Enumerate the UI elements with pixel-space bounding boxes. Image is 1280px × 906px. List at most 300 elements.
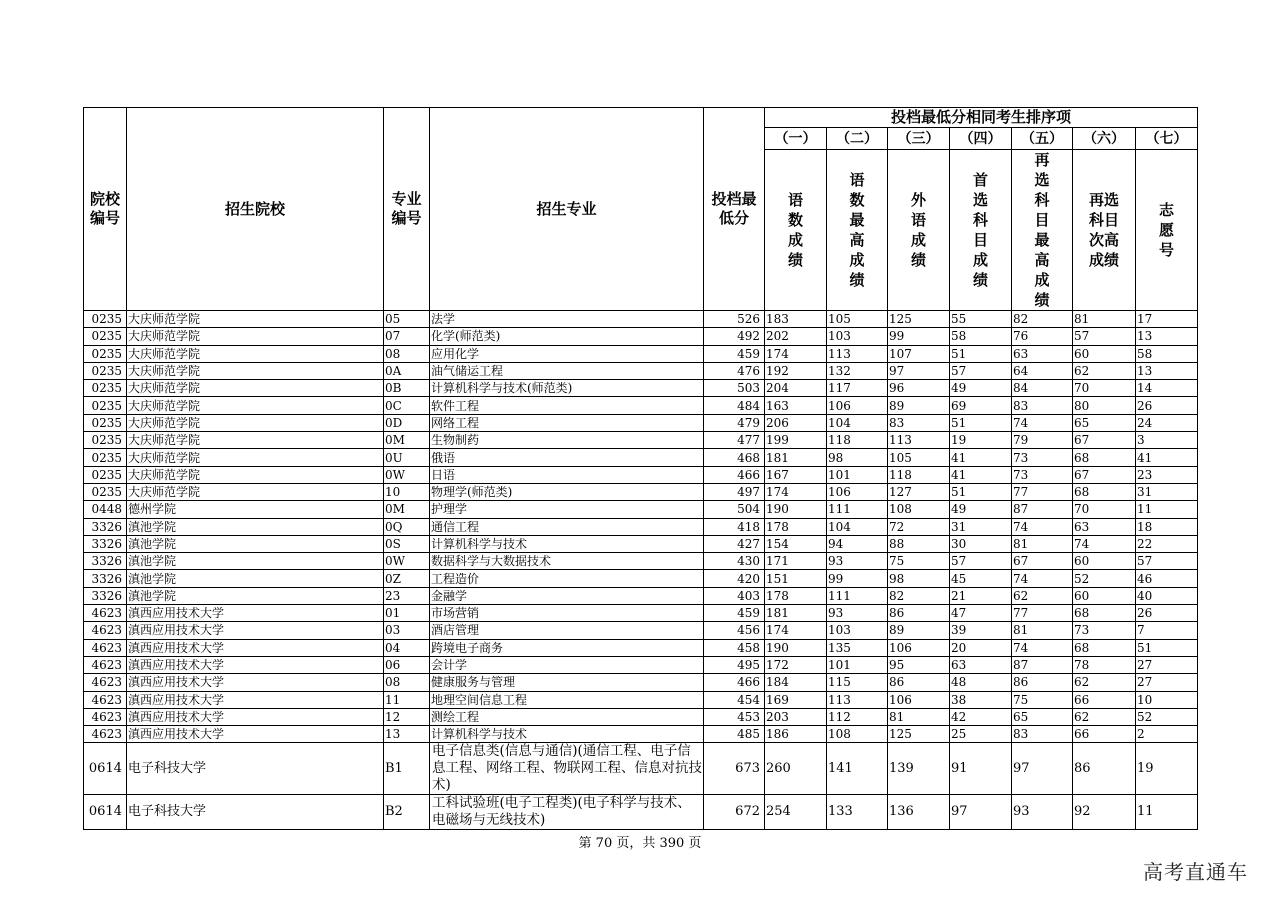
score-1-cell: 169 [765,691,827,708]
score-1-cell: 167 [765,466,827,483]
score-1-cell: 260 [765,743,827,795]
major-name-cell: 软件工程 [430,397,704,414]
score-2-cell: 118 [827,432,888,449]
score-4-cell: 48 [950,674,1012,691]
header-tiebreak-num-1: （一） [765,128,827,150]
school-name-cell: 滇西应用技术大学 [127,639,384,656]
min-score-cell: 492 [704,328,765,345]
major-name-cell: 物理学(师范类) [430,483,704,500]
table-row [84,605,1198,622]
min-score-cell: 453 [704,708,765,725]
header-tiebreak-label-4: 首选科目成绩 [950,150,1012,311]
table-row [84,345,1198,362]
score-2-cell: 93 [827,605,888,622]
score-4-cell: 97 [950,795,1012,830]
score-5-cell: 73 [1012,449,1073,466]
score-5-cell: 87 [1012,656,1073,673]
major-code-cell: 04 [384,639,430,656]
score-6-cell: 86 [1073,743,1136,795]
min-score-cell: 418 [704,518,765,535]
score-3-cell: 106 [888,639,950,656]
school-name-cell: 大庆师范学院 [127,362,384,379]
score-2-cell: 133 [827,795,888,830]
score-3-cell: 136 [888,795,950,830]
major-code-cell: 06 [384,656,430,673]
score-5-cell: 76 [1012,328,1073,345]
score-2-cell: 112 [827,708,888,725]
score-1-cell: 181 [765,449,827,466]
school-code-cell: 0235 [84,328,127,345]
score-1-cell: 172 [765,656,827,673]
score-4-cell: 91 [950,743,1012,795]
score-2-cell: 103 [827,622,888,639]
school-code-cell: 4623 [84,674,127,691]
major-name-cell: 计算机科学与技术(师范类) [430,380,704,397]
score-2-cell: 115 [827,674,888,691]
table-row [84,708,1198,725]
score-4-cell: 55 [950,311,1012,328]
school-name-cell: 滇西应用技术大学 [127,708,384,725]
major-code-cell: 0Q [384,518,430,535]
score-1-cell: 206 [765,414,827,431]
score-7-cell: 17 [1136,311,1198,328]
score-3-cell: 98 [888,570,950,587]
score-7-cell: 27 [1136,674,1198,691]
school-code-cell: 0235 [84,432,127,449]
score-2-cell: 113 [827,345,888,362]
score-1-cell: 183 [765,311,827,328]
score-4-cell: 49 [950,380,1012,397]
score-1-cell: 204 [765,380,827,397]
school-code-cell: 4623 [84,726,127,743]
score-2-cell: 101 [827,656,888,673]
score-3-cell: 89 [888,622,950,639]
score-7-cell: 41 [1136,449,1198,466]
score-3-cell: 75 [888,553,950,570]
table-row [84,726,1198,743]
school-name-cell: 滇池学院 [127,570,384,587]
school-code-cell: 0614 [84,743,127,795]
major-code-cell: 0C [384,397,430,414]
score-6-cell: 63 [1073,518,1136,535]
table-row [84,432,1198,449]
min-score-cell: 420 [704,570,765,587]
min-score-cell: 459 [704,345,765,362]
table-row [84,483,1198,500]
score-7-cell: 19 [1136,743,1198,795]
score-1-cell: 192 [765,362,827,379]
admission-score-table [83,107,1198,830]
score-4-cell: 19 [950,432,1012,449]
score-3-cell: 86 [888,674,950,691]
score-5-cell: 87 [1012,501,1073,518]
school-name-cell: 滇池学院 [127,587,384,604]
score-7-cell: 7 [1136,622,1198,639]
major-code-cell: 01 [384,605,430,622]
score-4-cell: 41 [950,466,1012,483]
major-code-cell: 0W [384,553,430,570]
score-4-cell: 49 [950,501,1012,518]
header-tiebreak-num-2: （二） [827,128,888,150]
min-score-cell: 673 [704,743,765,795]
score-3-cell: 125 [888,726,950,743]
school-code-cell: 3326 [84,570,127,587]
score-3-cell: 108 [888,501,950,518]
score-2-cell: 141 [827,743,888,795]
score-5-cell: 82 [1012,311,1073,328]
table-row [84,362,1198,379]
score-4-cell: 39 [950,622,1012,639]
score-3-cell: 96 [888,380,950,397]
table-row [84,535,1198,552]
score-4-cell: 47 [950,605,1012,622]
school-code-cell: 4623 [84,605,127,622]
score-4-cell: 57 [950,553,1012,570]
min-score-cell: 454 [704,691,765,708]
score-2-cell: 104 [827,414,888,431]
score-4-cell: 25 [950,726,1012,743]
score-6-cell: 68 [1073,483,1136,500]
table-body [84,311,1198,830]
min-score-cell: 458 [704,639,765,656]
min-score-cell: 466 [704,466,765,483]
table-row [84,656,1198,673]
header-tiebreak-label-1: 语数成绩 [765,150,827,311]
table-row [84,553,1198,570]
score-5-cell: 83 [1012,726,1073,743]
header-tiebreak-label-7: 志愿号 [1136,150,1198,311]
score-5-cell: 81 [1012,535,1073,552]
score-6-cell: 60 [1073,587,1136,604]
table-row [84,414,1198,431]
score-3-cell: 113 [888,432,950,449]
table-row [84,518,1198,535]
major-code-cell: 0M [384,501,430,518]
score-5-cell: 83 [1012,397,1073,414]
score-3-cell: 107 [888,345,950,362]
major-code-cell: 23 [384,587,430,604]
score-7-cell: 22 [1136,535,1198,552]
table-row [84,743,1198,795]
page-footer: 第 70 页，共 390 页 [578,836,702,851]
score-6-cell: 81 [1073,311,1136,328]
score-1-cell: 190 [765,501,827,518]
school-name-cell: 大庆师范学院 [127,311,384,328]
major-code-cell: 0W [384,466,430,483]
score-7-cell: 51 [1136,639,1198,656]
table-row [84,570,1198,587]
score-6-cell: 66 [1073,726,1136,743]
major-name-cell: 俄语 [430,449,704,466]
score-7-cell: 18 [1136,518,1198,535]
school-name-cell: 滇西应用技术大学 [127,726,384,743]
score-4-cell: 58 [950,328,1012,345]
score-1-cell: 174 [765,622,827,639]
score-7-cell: 10 [1136,691,1198,708]
score-6-cell: 62 [1073,362,1136,379]
major-code-cell: 11 [384,691,430,708]
major-code-cell: 0S [384,535,430,552]
major-name-cell: 市场营销 [430,605,704,622]
score-5-cell: 97 [1012,743,1073,795]
score-4-cell: 51 [950,345,1012,362]
min-score-cell: 403 [704,587,765,604]
score-5-cell: 77 [1012,483,1073,500]
major-code-cell: 05 [384,311,430,328]
min-score-cell: 504 [704,501,765,518]
school-name-cell: 电子科技大学 [127,743,384,795]
score-6-cell: 62 [1073,674,1136,691]
school-name-cell: 大庆师范学院 [127,328,384,345]
min-score-cell: 466 [704,674,765,691]
score-3-cell: 86 [888,605,950,622]
score-2-cell: 117 [827,380,888,397]
score-7-cell: 3 [1136,432,1198,449]
table-row [84,639,1198,656]
major-name-cell: 健康服务与管理 [430,674,704,691]
score-6-cell: 73 [1073,622,1136,639]
min-score-cell: 456 [704,622,765,639]
header-tiebreak-label-2: 语数最高成绩 [827,150,888,311]
score-6-cell: 68 [1073,639,1136,656]
score-3-cell: 127 [888,483,950,500]
score-6-cell: 52 [1073,570,1136,587]
school-code-cell: 3326 [84,518,127,535]
major-code-cell: 0D [384,414,430,431]
score-6-cell: 60 [1073,553,1136,570]
score-4-cell: 38 [950,691,1012,708]
school-name-cell: 大庆师范学院 [127,380,384,397]
major-name-cell: 工程造价 [430,570,704,587]
major-name-cell: 工科试验班(电子工程类)(电子科学与技术、电磁场与无线技术) [430,795,704,830]
score-2-cell: 103 [827,328,888,345]
score-5-cell: 81 [1012,622,1073,639]
score-1-cell: 178 [765,587,827,604]
major-name-cell: 酒店管理 [430,622,704,639]
table-row [84,380,1198,397]
score-6-cell: 78 [1073,656,1136,673]
school-code-cell: 0235 [84,466,127,483]
score-3-cell: 72 [888,518,950,535]
table-header [84,108,1198,311]
score-6-cell: 80 [1073,397,1136,414]
score-7-cell: 46 [1136,570,1198,587]
min-score-cell: 526 [704,311,765,328]
min-score-cell: 430 [704,553,765,570]
school-name-cell: 滇西应用技术大学 [127,605,384,622]
score-6-cell: 62 [1073,708,1136,725]
score-7-cell: 58 [1136,345,1198,362]
major-code-cell: 13 [384,726,430,743]
score-7-cell: 11 [1136,501,1198,518]
table-row [84,691,1198,708]
score-6-cell: 60 [1073,345,1136,362]
school-name-cell: 滇池学院 [127,535,384,552]
min-score-cell: 485 [704,726,765,743]
score-1-cell: 254 [765,795,827,830]
header-school: 招生院校 [127,108,384,311]
major-name-cell: 计算机科学与技术 [430,726,704,743]
header-min-score: 投档最低分 [704,108,765,311]
header-major: 招生专业 [430,108,704,311]
min-score-cell: 497 [704,483,765,500]
score-7-cell: 13 [1136,328,1198,345]
min-score-cell: 672 [704,795,765,830]
major-name-cell: 通信工程 [430,518,704,535]
score-1-cell: 184 [765,674,827,691]
table-row [84,397,1198,414]
school-name-cell: 大庆师范学院 [127,345,384,362]
score-3-cell: 89 [888,397,950,414]
school-code-cell: 0235 [84,362,127,379]
school-code-cell: 0235 [84,397,127,414]
school-code-cell: 0235 [84,380,127,397]
school-name-cell: 滇西应用技术大学 [127,656,384,673]
school-name-cell: 滇池学院 [127,518,384,535]
school-code-cell: 0448 [84,501,127,518]
score-7-cell: 27 [1136,656,1198,673]
header-tiebreak-label-6: 再选科目次高成绩 [1073,150,1136,311]
header-tiebreak-label-3: 外语成绩 [888,150,950,311]
score-4-cell: 31 [950,518,1012,535]
score-4-cell: 42 [950,708,1012,725]
score-2-cell: 132 [827,362,888,379]
school-code-cell: 0235 [84,311,127,328]
major-name-cell: 网络工程 [430,414,704,431]
score-3-cell: 125 [888,311,950,328]
score-1-cell: 190 [765,639,827,656]
score-7-cell: 11 [1136,795,1198,830]
score-5-cell: 84 [1012,380,1073,397]
major-code-cell: 08 [384,674,430,691]
score-5-cell: 93 [1012,795,1073,830]
school-name-cell: 电子科技大学 [127,795,384,830]
major-name-cell: 生物制药 [430,432,704,449]
score-7-cell: 31 [1136,483,1198,500]
min-score-cell: 495 [704,656,765,673]
score-2-cell: 101 [827,466,888,483]
score-2-cell: 93 [827,553,888,570]
school-code-cell: 0235 [84,414,127,431]
school-code-cell: 4623 [84,708,127,725]
header-tiebreak-num-7: （七） [1136,128,1198,150]
school-name-cell: 德州学院 [127,501,384,518]
score-4-cell: 63 [950,656,1012,673]
major-name-cell: 法学 [430,311,704,328]
score-1-cell: 151 [765,570,827,587]
header-tiebreak-label-5: 再选科目最高成绩 [1012,150,1073,311]
school-code-cell: 3326 [84,535,127,552]
school-code-cell: 3326 [84,587,127,604]
school-name-cell: 大庆师范学院 [127,466,384,483]
major-code-cell: 08 [384,345,430,362]
school-code-cell: 4623 [84,639,127,656]
score-4-cell: 57 [950,362,1012,379]
score-4-cell: 20 [950,639,1012,656]
score-5-cell: 74 [1012,518,1073,535]
school-code-cell: 0235 [84,449,127,466]
score-6-cell: 57 [1073,328,1136,345]
school-name-cell: 大庆师范学院 [127,432,384,449]
score-7-cell: 14 [1136,380,1198,397]
min-score-cell: 427 [704,535,765,552]
major-name-cell: 会计学 [430,656,704,673]
min-score-cell: 484 [704,397,765,414]
school-name-cell: 大庆师范学院 [127,414,384,431]
major-code-cell: 12 [384,708,430,725]
school-name-cell: 滇西应用技术大学 [127,674,384,691]
major-code-cell: 0M [384,432,430,449]
score-7-cell: 24 [1136,414,1198,431]
score-2-cell: 106 [827,483,888,500]
school-name-cell: 大庆师范学院 [127,397,384,414]
major-code-cell: 0A [384,362,430,379]
score-6-cell: 68 [1073,449,1136,466]
watermark: 高考直通车 [1143,860,1248,884]
major-name-cell: 应用化学 [430,345,704,362]
school-name-cell: 滇西应用技术大学 [127,691,384,708]
score-6-cell: 92 [1073,795,1136,830]
header-tiebreak-num-6: （六） [1073,128,1136,150]
score-2-cell: 106 [827,397,888,414]
score-3-cell: 118 [888,466,950,483]
major-name-cell: 跨境电子商务 [430,639,704,656]
score-3-cell: 88 [888,535,950,552]
score-7-cell: 2 [1136,726,1198,743]
major-name-cell: 计算机科学与技术 [430,535,704,552]
score-3-cell: 105 [888,449,950,466]
major-code-cell: B1 [384,743,430,795]
school-code-cell: 0235 [84,483,127,500]
major-name-cell: 金融学 [430,587,704,604]
score-2-cell: 111 [827,501,888,518]
table-row [84,328,1198,345]
school-name-cell: 滇池学院 [127,553,384,570]
major-name-cell: 日语 [430,466,704,483]
score-4-cell: 21 [950,587,1012,604]
score-3-cell: 82 [888,587,950,604]
score-5-cell: 74 [1012,414,1073,431]
table-row [84,449,1198,466]
table-row [84,622,1198,639]
school-code-cell: 4623 [84,622,127,639]
score-5-cell: 75 [1012,691,1073,708]
table-row [84,587,1198,604]
score-7-cell: 13 [1136,362,1198,379]
school-code-cell: 3326 [84,553,127,570]
score-2-cell: 99 [827,570,888,587]
score-3-cell: 99 [888,328,950,345]
school-name-cell: 大庆师范学院 [127,483,384,500]
school-name-cell: 大庆师范学院 [127,449,384,466]
score-2-cell: 94 [827,535,888,552]
major-name-cell: 地理空间信息工程 [430,691,704,708]
score-6-cell: 65 [1073,414,1136,431]
score-2-cell: 105 [827,311,888,328]
score-7-cell: 26 [1136,605,1198,622]
score-1-cell: 181 [765,605,827,622]
header-school-code: 院校编号 [84,108,127,311]
score-3-cell: 81 [888,708,950,725]
header-tiebreak-num-5: （五） [1012,128,1073,150]
score-7-cell: 26 [1136,397,1198,414]
score-3-cell: 97 [888,362,950,379]
score-1-cell: 202 [765,328,827,345]
min-score-cell: 476 [704,362,765,379]
score-2-cell: 113 [827,691,888,708]
major-code-cell: B2 [384,795,430,830]
score-4-cell: 45 [950,570,1012,587]
